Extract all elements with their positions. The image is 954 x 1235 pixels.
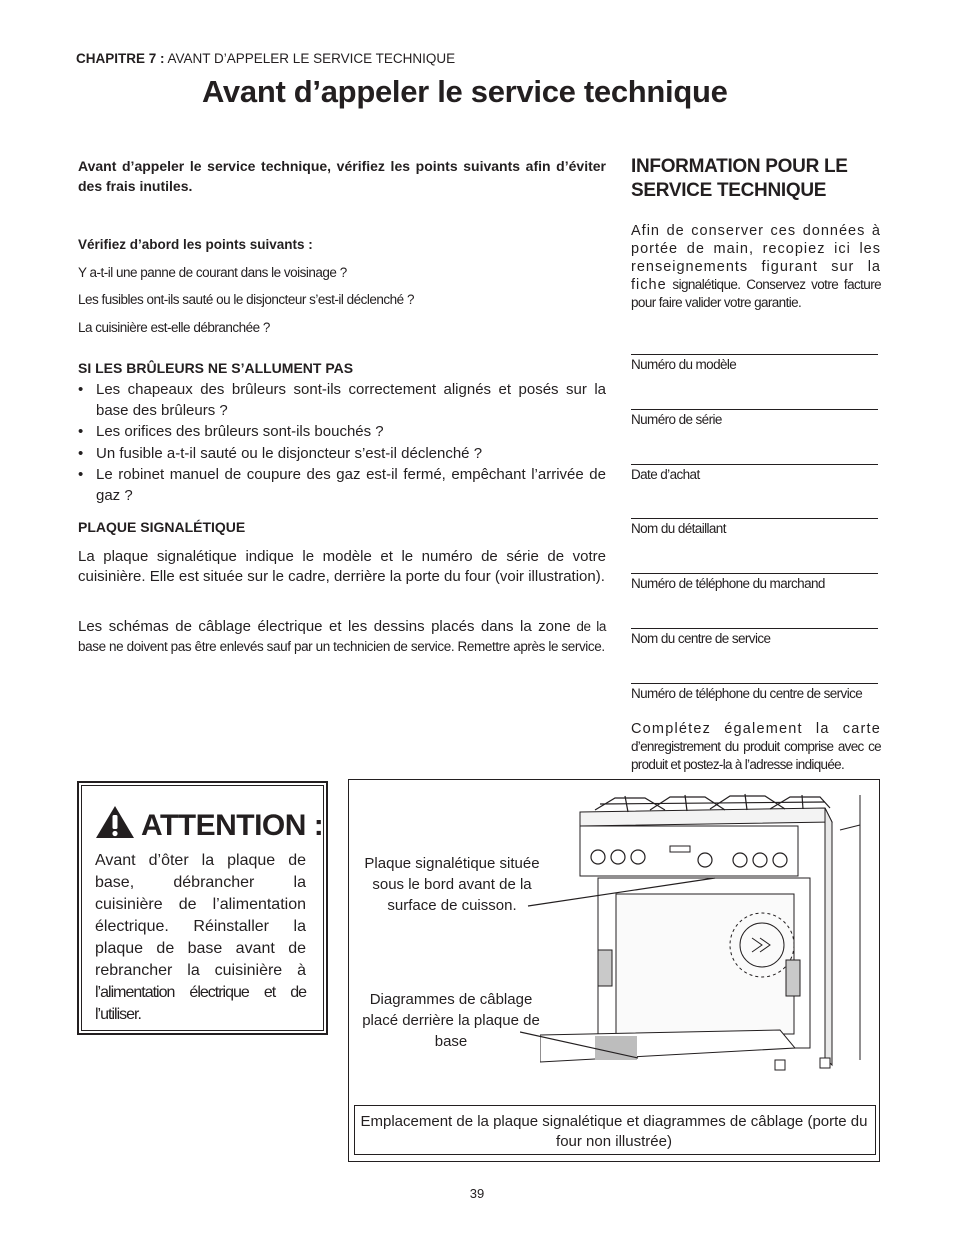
service-info-heading: INFORMATION POUR LE SERVICE TECHNIQUE (631, 156, 848, 201)
field-label: Numéro de téléphone du marchand (631, 576, 825, 591)
list-item: • Le robinet manuel de coupure des gaz est-il fermé, empêchant l’arrivée de gaz ? (78, 465, 606, 506)
warning-icon (95, 805, 135, 847)
serial-number-line (631, 409, 878, 410)
page-title: Avant d’appeler le service technique (202, 74, 728, 109)
check-heading: Vérifiez d’abord les points suivants : (78, 237, 313, 252)
list-item: • Les orifices des brûleurs sont-ils bouchés ? (78, 422, 606, 443)
model-number-line (631, 354, 878, 355)
intro-text: Avant d’appeler le service technique, vérifiez les points suivants afin d’éviter des frais inutiles. (78, 158, 606, 194)
purchase-date-line (631, 464, 878, 465)
service-center-line (631, 628, 878, 629)
plate-paragraph: La plaque signalétique indique le modèle et le numéro de série de votre cuisinière. Elle est située sur le cadre, derrière la porte du four (voir illustration). (78, 548, 606, 585)
dealer-name-line (631, 518, 878, 519)
illustration-caption: Emplacement de la plaque signalétique et diagrammes de câblage (porte du four non illustrée) (360, 1113, 868, 1150)
check-item: Les fusibles ont-ils sauté ou le disjoncteur s’est-il déclenché ? (78, 292, 414, 307)
chapter-label: CHAPITRE 7 : AVANT D’APPELER LE SERVICE TECHNIQUE (76, 51, 456, 66)
wiring-callout: Diagrammes de câblage placé derrière la plaque de base (362, 991, 540, 1050)
attention-title: ATTENTION : (95, 805, 323, 847)
closing-paragraph: Complétez également la carte d’enregistrement du produit comprise avec ce produit et postez-la à l’adresse indiquée. (631, 721, 881, 772)
wiring-paragraph: Les schémas de câblage électrique et les dessins placés dans la zone de la base ne doivent pas être enlevés sauf par un technicien de service. Remettre après le service. (78, 618, 607, 654)
burners-list (78, 380, 606, 507)
check-item: Y a-t-il une panne de courant dans le voisinage ? (78, 265, 347, 280)
field-label: Numéro du modèle (631, 357, 737, 372)
page-number: 39 (469, 1186, 485, 1201)
field-label: Nom du détaillant (631, 521, 726, 536)
field-label: Nom du centre de service (631, 631, 771, 646)
list-item: • Un fusible a-t-il sauté ou le disjoncteur s’est-il déclenché ? (78, 444, 606, 465)
field-label: Numéro de série (631, 412, 722, 427)
service-info-paragraph: Afin de conserver ces données à portée de main, recopiez ici les renseignements figurant sur la fiche signalétique. Conservez votre facture pour faire valider votre garantie. (631, 223, 881, 310)
field-label: Numéro de téléphone du centre de service (631, 686, 863, 701)
list-item: • Les chapeaux des brûleurs sont-ils correctement alignés et posés sur la base des brûleurs ? (78, 380, 606, 421)
attention-text: Avant d’ôter la plaque de base, débrancher la cuisinière de l’alimentation électrique. Réinstaller la plaque de base avant de rebrancher la cuisinière à l’alimentation électrique et de l’utiliser. (95, 852, 306, 1023)
field-label: Date d’achat (631, 467, 700, 482)
plate-heading: PLAQUE SIGNALÉTIQUE (78, 519, 246, 535)
dealer-phone-line (631, 573, 878, 574)
burners-heading: SI LES BRÛLEURS NE S’ALLUMENT PAS (78, 360, 354, 376)
check-item: La cuisinière est-elle débranchée ? (78, 320, 270, 335)
service-phone-line (631, 683, 878, 684)
plate-callout: Plaque signalétique située sous le bord avant de la surface de cuisson. (364, 855, 540, 914)
